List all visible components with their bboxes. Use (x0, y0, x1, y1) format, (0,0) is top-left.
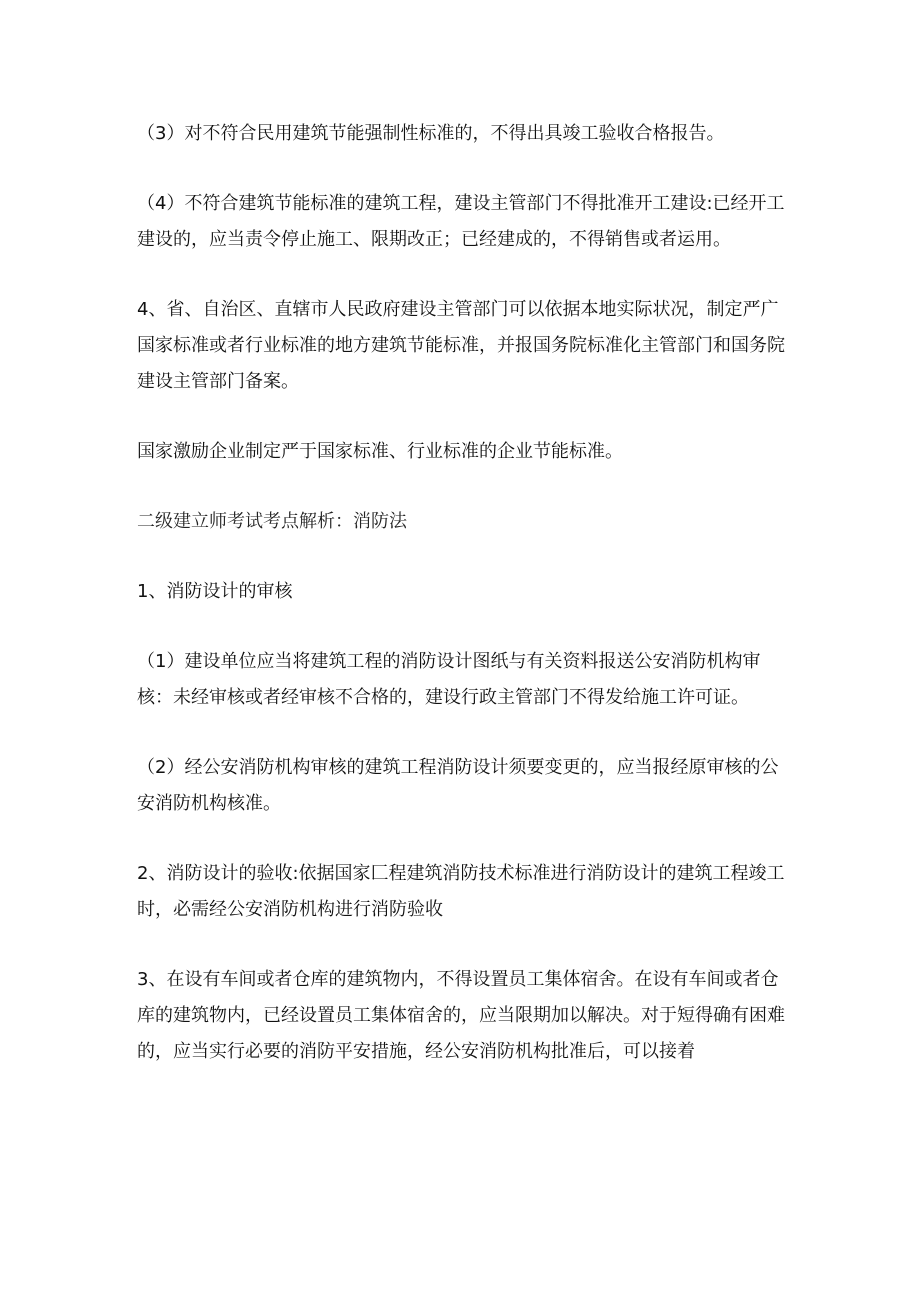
paragraph-item-3: （3）对不符合民用建筑节能强制性标准的，不得出具竣工验收合格报告。 (137, 123, 725, 144)
paragraph-fire-acceptance: 2、消防设计的验收:依据国家匚程建筑消防技术标准进行消防设计的建筑工程竣工时，必需经公安消防机构进行消防验收 (137, 863, 785, 920)
section-heading-fire-law: 二级建立师考试考点解析：消防法 (137, 511, 407, 532)
subheading-fire-design-review: 1、消防设计的审核 (137, 581, 293, 602)
paragraph-review-item-1: （1）建设单位应当将建筑工程的消防设计图纸与有关资料报送公安消防机构审核：未经审核或者经审核不合格的，建设行政主管部门不得发给施工许可证。 (137, 651, 761, 708)
paragraph-national-incentive: 国家激励企业制定严于国家标准、行业标准的企业节能标准。 (137, 441, 623, 462)
paragraph-dormitory-rule: 3、在设有车间或者仓库的建筑物内，不得设置员工集体宿舍。在设有车间或者仓库的建筑物内，已经设置员工集体宿舍的，应当限期加以解决。对于短得确有困难的，应当实行必要的消防平安措施，经公安消防机构批准后，可以接着 (137, 969, 785, 1062)
document-body (137, 116, 787, 1104)
paragraph-review-item-2: （2）经公安消防机构审核的建筑工程消防设计须要变更的，应当报经原审核的公安消防机构核准。 (137, 757, 779, 814)
paragraph-section-4: 4、省、自治区、直辖市人民政府建设主管部门可以依据本地实际状况，制定严广国家标准或者行业标准的地方建筑节能标准，并报国务院标准化主管部门和国务院建设主管部门备案。 (137, 299, 785, 392)
paragraph-item-4: （4）不符合建筑节能标准的建筑工程，建设主管部门不得批准开工建设:已经开工建设的，应当责令停止施工、限期改正；已经建成的，不得销售或者运用。 (137, 193, 785, 250)
